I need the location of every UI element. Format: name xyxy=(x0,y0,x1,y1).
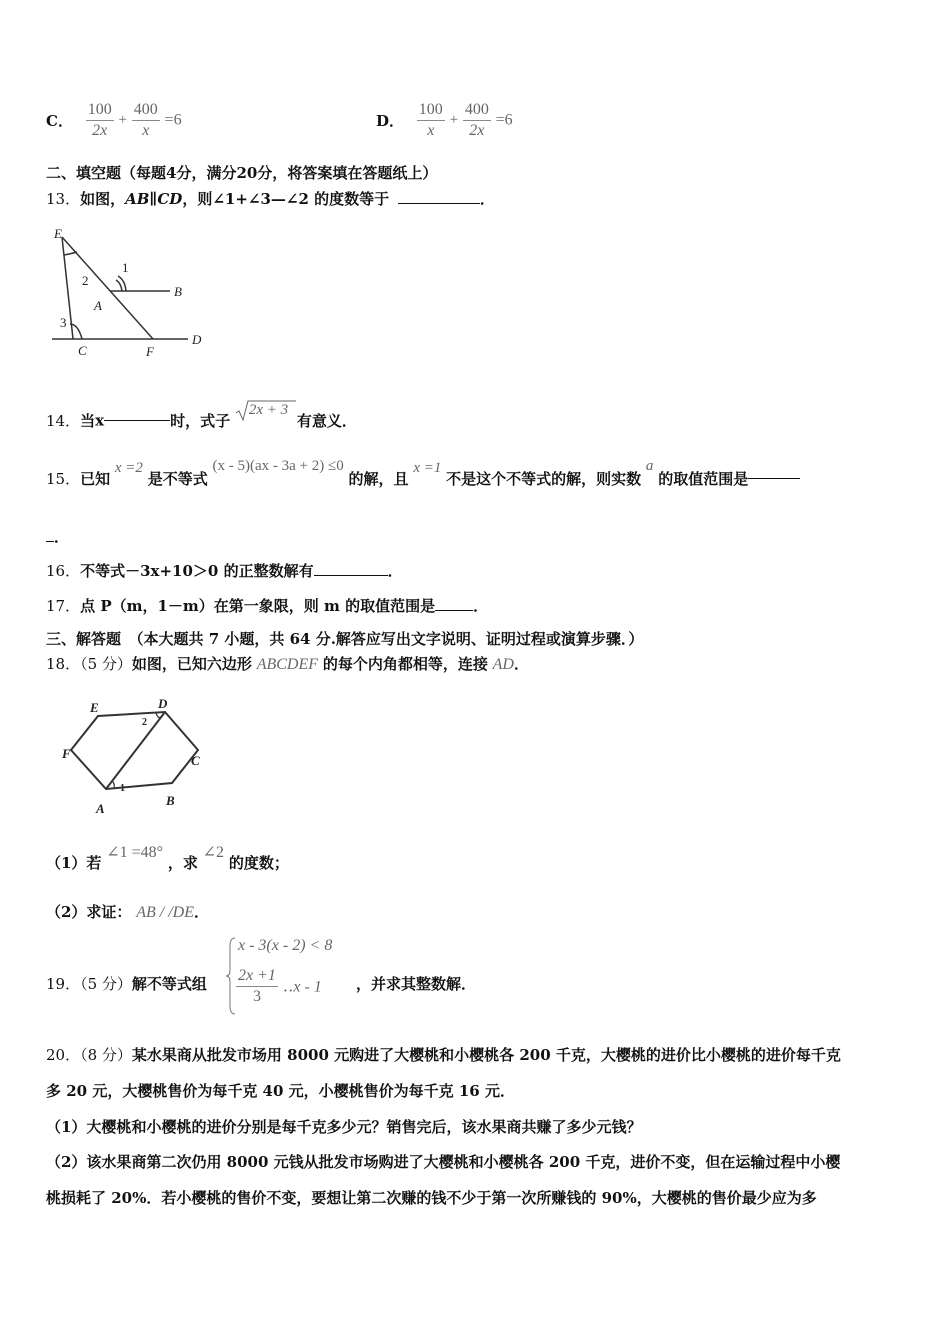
option-d-frac1: $\frac{100}{x}$ xyxy=(418,101,443,139)
question-15: 15．已知 x =2 是不等式 (x - 5)(ax - 3a + 2) ≤0 的解，且 x =1 不是这个不等式的解，则实数 a 的取值范围是 xyxy=(46,468,800,489)
label-f: F xyxy=(146,344,154,359)
system-fraction: $\frac{2x +1}{3}$ xyxy=(238,967,276,1005)
sqrt-expression: 2x + 3 xyxy=(235,400,297,422)
question-15-cont: ． xyxy=(46,526,69,547)
label-f: F xyxy=(62,746,71,761)
section-3-title: 三、解答题 （本大题共 7 小题，共 64 分.解答应写出文字说明、证明过程或演算步骤．） xyxy=(46,630,644,648)
option-d: D． $\frac{100}{x}$ + $\frac{400}{2x}$ =6 xyxy=(376,101,513,139)
label-d: D xyxy=(192,332,202,347)
label-c: C xyxy=(78,343,87,358)
system-brace xyxy=(226,936,236,1016)
option-c-frac1: $\frac{100}{2x}$ xyxy=(87,101,112,139)
segment-ad xyxy=(106,712,165,789)
angle-2-arc xyxy=(156,713,161,718)
label-b: B xyxy=(166,793,175,808)
label-1: 1 xyxy=(122,260,129,275)
question-20-part-1: （1）大樱桃和小樱桃的进价分别是每千克多少元？销售完后，该水果商共赚了多少元钱？ xyxy=(46,1118,642,1136)
label-2: 2 xyxy=(82,273,89,288)
option-c-frac2: $\frac{400}{x}$ xyxy=(133,101,158,139)
question-19-tail: ，并求其整数解． xyxy=(356,975,477,993)
question-18-part-1: （1）若 ∠1 =48° ，求 ∠2 的度数； xyxy=(46,844,289,872)
figure-13 xyxy=(40,220,220,365)
label-e: E xyxy=(54,226,62,241)
option-d-frac2: $\frac{400}{2x}$ xyxy=(464,101,489,139)
section-2-title: 二、填空题（每题4分，满分20分，将答案填在答题纸上） xyxy=(46,164,438,182)
answer-blank[interactable] xyxy=(435,610,473,611)
question-20-part-2a: （2）该水果商第二次仍用 8000 元钱从批发市场购进了大樱桃和小樱桃各 200 千克，进价不变，但在运输过程中小樱 xyxy=(46,1153,841,1171)
option-c-letter: C． xyxy=(46,112,73,130)
angle-1-arc-a xyxy=(116,280,122,291)
system-line-2: $\frac{2x +1}{3}$ ‥x - 1 xyxy=(238,967,322,1005)
question-16: 16．不等式－3x+10＞0 的正整数解有 ． xyxy=(46,562,403,580)
label-c: C xyxy=(191,753,200,768)
option-d-letter: D． xyxy=(376,112,405,130)
answer-blank[interactable] xyxy=(314,575,388,576)
angle-2-arc xyxy=(64,252,77,255)
label-a: A xyxy=(94,298,102,313)
label-3: 3 xyxy=(60,315,67,330)
question-20-part-2b: 桃损耗了 20%．若小樱桃的售价不变，要想让第二次赚的钱不少于第一次所赚钱的 90%，大樱桃的售价最少应为多 xyxy=(46,1189,817,1207)
answer-blank[interactable] xyxy=(104,420,170,421)
label-e: E xyxy=(90,700,99,715)
answer-blank[interactable] xyxy=(748,478,800,479)
system-line-1: x - 3(x - 2) < 8 xyxy=(238,937,333,954)
question-19-label: 19．（5 分）解不等式组 xyxy=(46,975,207,993)
label-1: 1 xyxy=(120,783,125,794)
label-a: A xyxy=(96,801,105,816)
question-20-line-2: 多 20 元，大樱桃售价为每千克 40 元，小樱桃售价为每千克 16 元． xyxy=(46,1082,515,1100)
question-14: 14．当x 时，式子 2x + 3 有意义． xyxy=(46,402,357,430)
answer-blank-cont[interactable] xyxy=(46,541,54,542)
figure-18 xyxy=(58,690,218,820)
option-c: C． $\frac{100}{2x}$ + $\frac{400}{x}$ =6 xyxy=(46,101,182,139)
answer-blank[interactable] xyxy=(398,203,480,204)
question-13: 13．如图，AB∥CD，则∠1+∠3—∠2 的度数等于 ． xyxy=(46,190,495,208)
question-17: 17．点 P（m，1－m）在第一象限，则 m 的取值范围是 ． xyxy=(46,597,489,615)
question-20-line-1: 20．（8 分）某水果商从批发市场用 8000 元购进了大樱桃和小樱桃各 200 千克，大樱桃的进价比小樱桃的进价每千克 xyxy=(46,1046,841,1064)
label-d: D xyxy=(158,696,168,711)
label-b: B xyxy=(174,284,182,299)
label-2: 2 xyxy=(142,717,147,728)
question-18: 18．（5 分）如图，已知六边形 ABCDEF 的每个内角都相等，连接 AD． xyxy=(46,655,529,673)
question-18-part-2: （2）求证： AB / /DE． xyxy=(46,903,210,921)
